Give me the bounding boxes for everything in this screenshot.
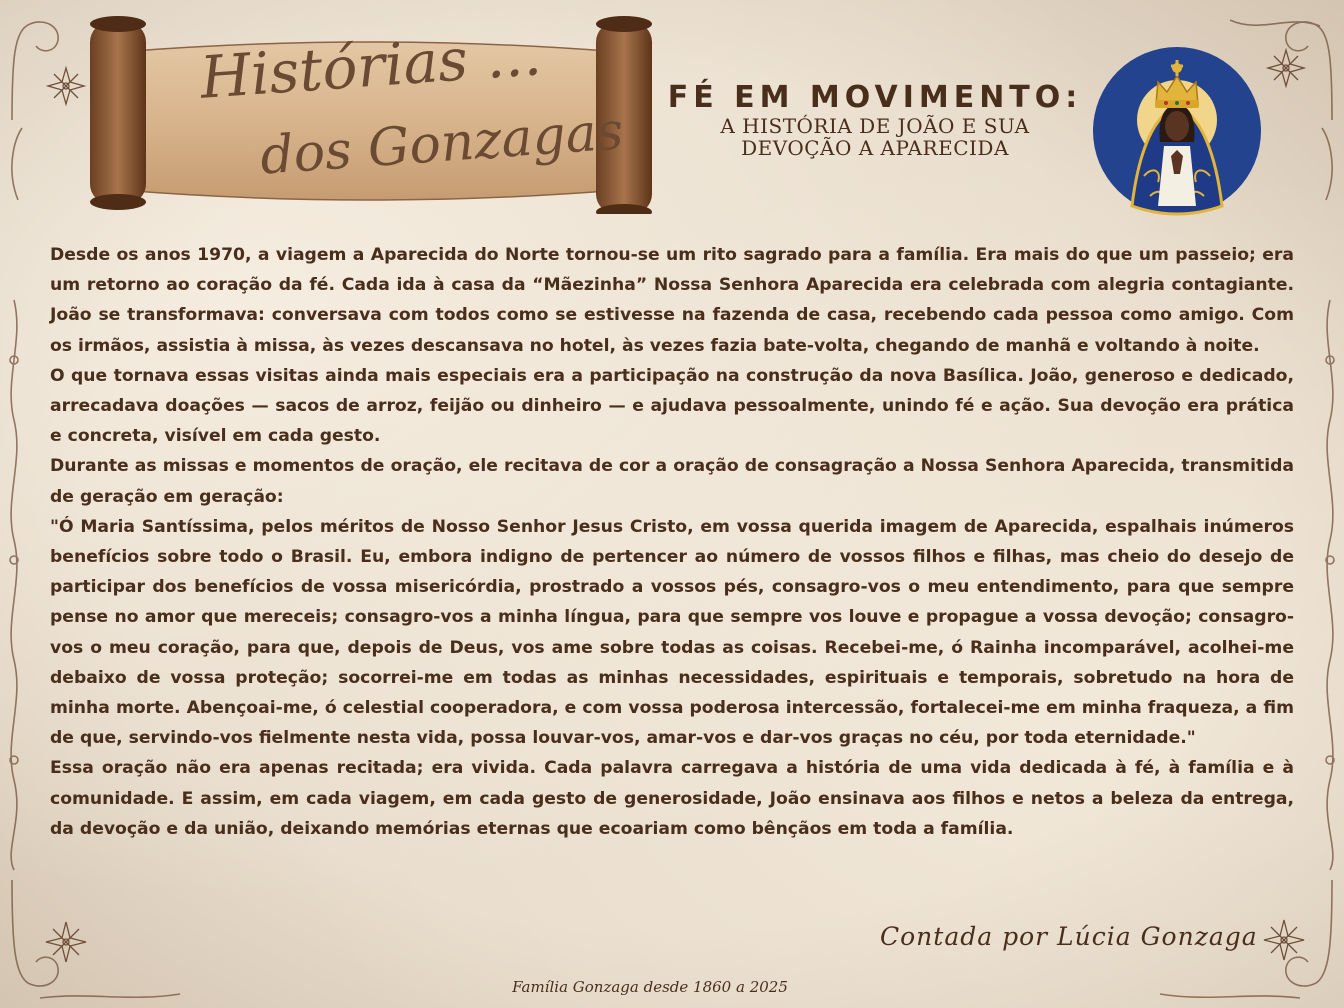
paragraph-5: Essa oração não era apenas recitada; era vivida. Cada palavra carregava a história de uma vida dedicada à fé, à família e à comunidade. E assim, em cada viagem, em cada gesto de generosidade, João ensinava aos filhos e netos a beleza da entrega, da devoção e da união, deixando memórias eternas que ecoariam como bênçãos em toda a família. [50, 758, 1294, 839]
headline [650, 80, 1100, 159]
footer-text: Família Gonzaga desde 1860 a 2025 [512, 978, 788, 996]
page-title: FÉ EM MOVIMENTO: [667, 80, 1083, 115]
page-subtitle-line-1: A HISTÓRIA DE JOÃO E SUA [720, 114, 1030, 138]
story-body [50, 240, 1294, 844]
nossa-senhora-aparecida-icon [1092, 46, 1262, 216]
prayer-quote: "Ó Maria Santíssima, pelos méritos de Nosso Senhor Jesus Cristo, em vossa querida imagem de Aparecida, espalhais inúmeros benefícios sobre todo o Brasil. Eu, embora indigno de pertencer ao número de vossos filhos e filhas, mas cheio do desejo de participar dos benefícios de vossa misericórdia, prostrado a vossos pés, consagro-vos o meu entendimento, para que sempre pense no amor que mereceis; consagro-vos a minha língua, para que sempre vos louve e propague a vossa devoção; consagro-vos o meu coração, para que, depois de Deus, vos ame sobre todas as coisas. Recebei-me, ó Rainha incomparável, acolhei-me debaixo de vossa proteção; socorrei-me em todas as minhas necessidades, espirituais e temporais, sobretudo na hora de minha morte. Abençoai-me, ó celestial cooperadora, e com vossa poderosa intercessão, fortalecei-me em minha fraqueza, a fim de que, servindo-vos fielmente nesta vida, possa louvar-vos, amar-vos e dar-vos graças no céu, por toda eternidade." [50, 516, 1294, 749]
signature: Contada por Lúcia Gonzaga [880, 922, 1258, 951]
banner-line-2: dos Gonzagas [258, 101, 626, 187]
paragraph-2: O que tornava essas visitas ainda mais especiais era a participação na construção da nova Basílica. João, generoso e dedicado, arrecadava doações — sacos de arroz, feijão ou dinheiro — e ajudava pessoalmente, unindo fé e ação. Sua devoção era prática e concreta, visível em cada gesto. [50, 365, 1294, 447]
title-scroll-banner [80, 14, 670, 214]
page-subtitle-line-2: DEVOÇÃO A APARECIDA [741, 136, 1009, 160]
banner-line-1: Histórias ... [198, 20, 544, 112]
paragraph-3: Durante as missas e momentos de oração, ele recitava de cor a oração de consagração a Nossa Senhora Aparecida, transmitida de geração em geração: [50, 456, 1294, 507]
paragraph-1: Desde os anos 1970, a viagem a Aparecida do Norte tornou-se um rito sagrado para a família. Era mais do que um passeio; era um retorno ao coração da fé. Cada ida à casa da “Mãezinha” Nossa Senhora Aparecida era celebrada com alegria contagiante. João se transformava: conversava com todos como se estivesse na fazenda de casa, recebendo cada pessoa como amigo. Com os irmãos, assistia à missa, às vezes descansava no hotel, às vezes fazia bate-volta, chegando de manhã e voltando à noite. [50, 245, 1294, 356]
